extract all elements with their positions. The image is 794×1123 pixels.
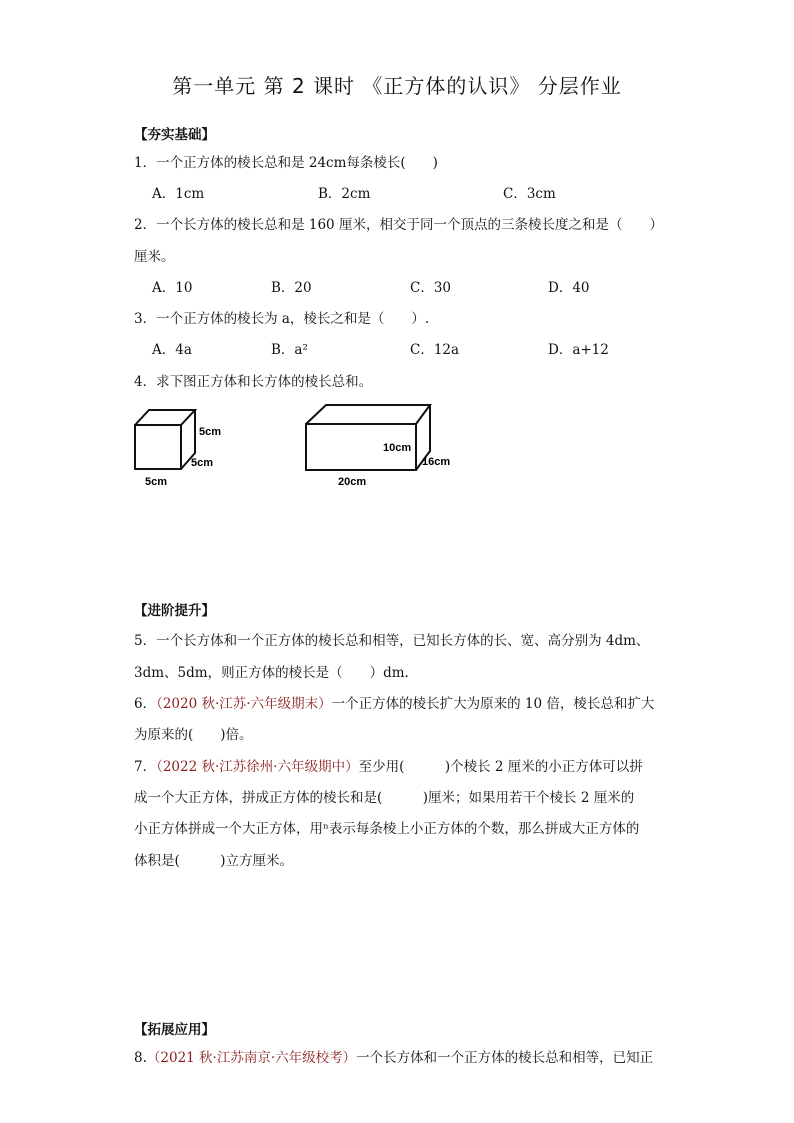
section-heading-basic: 【夯实基础】 [134,127,215,143]
cuboid-label-length: 20cm [338,476,367,488]
question-8-line-1 [134,1046,653,1066]
cube-label-edge: 5cm [199,426,222,438]
q3-option-a: A．4a [152,342,192,358]
q3-option-c: C．12a [410,342,460,358]
question-5-line-2: 3dm、5dm，则正方体的棱长是（ ）dm. [134,665,409,681]
cuboid-label-depth: 16cm [422,456,451,468]
question-7-source: （2022 秋·江苏徐州·六年级期中） [156,759,359,775]
question-7-number: 7． [134,759,157,775]
question-2-stem-cont: 厘米。 [134,249,175,265]
section-heading-advanced: 【进阶提升】 [134,603,215,619]
question-7-text: 至少用( )个棱长 2 厘米的小正方体可以拼 [358,759,643,775]
question-7-line-1 [134,755,643,775]
q1-option-c: C．3cm [503,186,556,202]
q2-option-c: C．30 [410,280,452,296]
q2-option-d: D．40 [548,280,590,296]
q1-option-b: B．2cm [318,186,371,202]
cube-figure [135,410,195,469]
q2-option-b: B．20 [271,280,312,296]
question-6-source: （2020 秋·江苏·六年级期末） [156,696,332,712]
q2-option-a: A．10 [152,280,193,296]
question-6-text: 一个正方体的棱长扩大为原来的 10 倍，棱长总和扩大 [331,696,655,712]
question-7-line-3: 小正方体拼成一个大正方体，用ⁿ表示每条棱上小正方体的个数，那么拼成大正方体的 [134,821,640,837]
question-4-stem: 4．求下图正方体和长方体的棱长总和。 [134,374,373,390]
question-1-stem: 1．一个正方体的棱长总和是 24cm每条棱长( ) [134,155,438,171]
question-6-line-2: 为原来的( )倍。 [134,727,253,743]
cuboid-label-height: 10cm [383,442,412,454]
cuboid-figure [306,405,430,470]
question-8-source: （2021 秋·江苏南京·六年级校考） [146,1050,357,1066]
page-title: 第一单元 第 2 课时 《正方体的认识》 分层作业 [172,74,622,98]
question-7-line-2: 成一个大正方体，拼成正方体的棱长和是( )厘米；如果用若干个棱长 2 厘米的 [134,790,635,806]
section-heading-extend: 【拓展应用】 [134,1022,215,1038]
q3-option-b: B．a² [271,342,308,358]
question-5-line-1: 5．一个长方体和一个正方体的棱长总和相等，已知长方体的长、宽、高分别为 4dm、 [134,633,650,649]
cube-label-depth: 5cm [191,457,214,469]
question-3-stem: 3．一个正方体的棱长为 a，棱长之和是（ ）. [134,311,430,327]
question-8-number: 8. [134,1050,147,1066]
question-8-text: 一个长方体和一个正方体的棱长总和相等，已知正 [356,1050,654,1066]
cube-label-bottom: 5cm [145,476,168,488]
q3-option-d: D．a+12 [548,342,609,358]
q1-option-a: A．1cm [152,186,205,202]
question-6-number: 6． [134,696,157,712]
question-6-line-1 [134,692,654,712]
q4-figures [125,395,465,495]
question-2-stem: 2．一个长方体的棱长总和是 160 厘米，相交于同一个顶点的三条棱长度之和是（ ） [134,217,663,233]
question-7-line-4: 体积是( )立方厘米。 [134,853,294,869]
